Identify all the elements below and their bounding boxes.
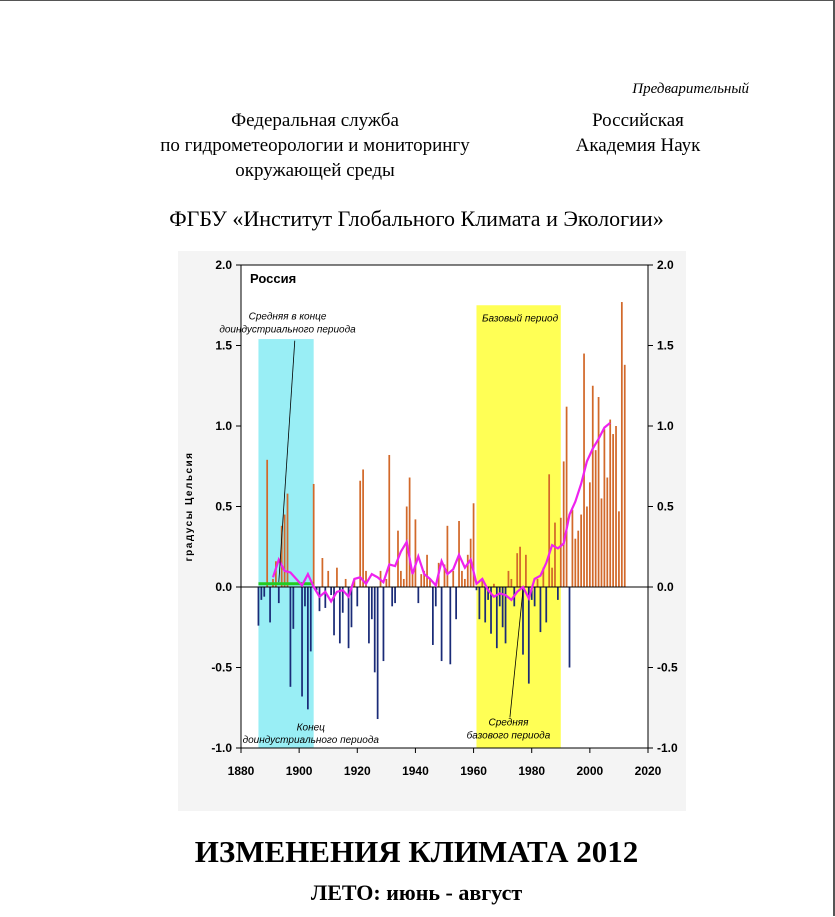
y-tick-label-left: 1.5 [215, 338, 232, 353]
anomaly-bar [383, 587, 385, 661]
anomaly-bar [464, 579, 466, 587]
y-tick-label-left: 0.5 [215, 499, 232, 514]
left-org-line-1: Федеральная служба [231, 110, 399, 131]
anomaly-bar [563, 461, 565, 587]
anomaly-bar [377, 587, 379, 719]
anomaly-bar [621, 302, 623, 587]
anomaly-bar [560, 518, 562, 587]
anomaly-bar [572, 510, 574, 587]
anomaly-bar [409, 478, 411, 587]
base-mean-annotation-line-1: Средняя [488, 717, 529, 729]
anomaly-bar [618, 511, 620, 587]
x-tick-label: 2020 [634, 764, 662, 778]
right-org-line-2: Академия Наук [575, 135, 701, 156]
anomaly-bar [545, 587, 547, 622]
y-tick-label-right: -0.5 [657, 660, 678, 675]
report-title: ИЗМЕНЕНИЯ КЛИМАТА 2012 [194, 834, 639, 869]
anomaly-bar [415, 519, 417, 587]
anomaly-bar [263, 587, 265, 597]
report-subtitle: ЛЕТО: июнь - август [310, 880, 523, 905]
anomaly-bar [548, 474, 550, 587]
anomaly-bar [278, 587, 280, 603]
anomaly-bar [356, 587, 358, 606]
anomaly-bar [499, 587, 501, 606]
anomaly-bar [609, 420, 611, 587]
anomaly-bar [394, 587, 396, 603]
anomaly-bar [322, 558, 324, 587]
y-tick-label-left: 0.0 [215, 580, 232, 594]
anomaly-bar [310, 587, 312, 651]
anomaly-bar [307, 587, 309, 709]
left-org-line-2: по гидрометеорологии и мониторингу [160, 135, 470, 156]
y-tick-label-left: -1.0 [211, 741, 232, 755]
anomaly-bar [441, 587, 443, 661]
anomaly-bar [528, 587, 530, 684]
anomaly-bar [449, 587, 451, 664]
anomaly-bar [374, 587, 376, 672]
anomaly-bar [557, 587, 559, 600]
anomaly-bar [400, 571, 402, 587]
x-tick-label: 1920 [343, 764, 371, 778]
preindustrial-end-annotation-line-1: Конец [296, 722, 325, 734]
anomaly-bar [412, 574, 414, 587]
anomaly-bar [359, 481, 361, 587]
right-org-line-1: Российская [592, 110, 684, 131]
anomaly-bar [432, 587, 434, 645]
anomaly-bar [452, 571, 454, 587]
y-tick-label-right: 1.5 [657, 338, 674, 353]
base-mean-annotation-line-2: базового периода [466, 730, 551, 742]
y-tick-label-left: 2.0 [215, 258, 232, 272]
anomaly-bar [447, 526, 449, 587]
right-organization [548, 108, 728, 158]
anomaly-bar [301, 587, 303, 696]
anomaly-bar [566, 407, 568, 587]
anomaly-bar [327, 571, 329, 587]
anomaly-bar [551, 568, 553, 587]
anomaly-bar [258, 587, 260, 626]
anomaly-bar [525, 555, 527, 587]
y-tick-label-right: 0.0 [657, 580, 674, 594]
anomaly-bar [269, 587, 271, 622]
y-axis-label: градусы Цельсия [184, 451, 195, 562]
anomaly-bar [324, 587, 326, 608]
chart-title: Россия [250, 271, 297, 286]
anomaly-bar [461, 571, 463, 587]
anomaly-bar [435, 587, 437, 606]
institute-name: ФГБУ «Институт Глобального Климата и Экологии» [169, 206, 664, 231]
anomaly-bar [519, 547, 521, 587]
anomaly-bar [537, 579, 539, 587]
anomaly-bar [330, 587, 332, 595]
anomaly-bar [362, 469, 364, 587]
anomaly-bar [467, 555, 469, 587]
anomaly-bar [368, 587, 370, 643]
y-tick-label-right: 1.0 [657, 419, 674, 433]
anomaly-bar [290, 587, 292, 687]
x-tick-label: 1880 [227, 764, 255, 778]
anomaly-bar [580, 515, 582, 587]
anomaly-bar [455, 587, 457, 619]
anomaly-bar [589, 482, 591, 587]
y-tick-label-right: -1.0 [657, 741, 678, 755]
anomaly-bar [417, 587, 419, 603]
anomaly-bar [313, 484, 315, 587]
x-tick-label: 2000 [576, 764, 604, 778]
y-tick-label-right: 0.5 [657, 499, 674, 514]
anomaly-bar [606, 478, 608, 587]
base-period-annotation: Базовый период [482, 313, 559, 325]
anomaly-bar [391, 587, 393, 606]
anomaly-bar [540, 587, 542, 632]
anomaly-bar [345, 579, 347, 587]
anomaly-bar [569, 587, 571, 668]
anomaly-bar [604, 429, 606, 587]
chart-svg [178, 251, 686, 811]
anomaly-bar [534, 587, 536, 606]
x-tick-label: 1940 [402, 764, 429, 778]
anomaly-bar [304, 587, 306, 606]
anomaly-bar [484, 587, 486, 622]
anomaly-bar [615, 426, 617, 587]
anomaly-bar [577, 531, 579, 587]
preindustrial-mean-annotation-line-2: доиндустриального периода [219, 324, 356, 336]
anomaly-bar [292, 587, 294, 629]
anomaly-bar [336, 568, 338, 587]
preindustrial-mean-annotation-line-1: Средняя в конце [248, 311, 327, 323]
anomaly-bar [574, 539, 576, 587]
anomaly-bar [595, 450, 597, 587]
anomaly-bar [266, 460, 268, 587]
temperature-anomaly-chart [178, 251, 686, 811]
anomaly-bar [420, 574, 422, 587]
y-tick-label-left: 1.0 [215, 419, 232, 433]
anomaly-bar [508, 571, 510, 587]
anomaly-bar [403, 579, 405, 587]
y-tick-label-left: -0.5 [211, 660, 232, 675]
anomaly-bar [510, 579, 512, 587]
anomaly-bar [624, 365, 626, 587]
base-period-zone [476, 305, 560, 748]
anomaly-bar [319, 587, 321, 611]
anomaly-bar [260, 587, 262, 600]
anomaly-bar [284, 515, 286, 587]
anomaly-bar [592, 386, 594, 587]
anomaly-bar [371, 587, 373, 619]
x-tick-label: 1900 [285, 764, 313, 778]
y-tick-label-right: 2.0 [657, 258, 674, 272]
anomaly-bar [385, 579, 387, 587]
anomaly-bar [612, 434, 614, 587]
left-organization [110, 108, 520, 183]
x-tick-label: 1980 [518, 764, 546, 778]
anomaly-bar [339, 587, 341, 643]
left-org-line-3: окружающей среды [235, 160, 395, 181]
anomaly-bar [586, 507, 588, 588]
anomaly-bar [479, 587, 481, 619]
x-tick-label: 1960 [460, 764, 487, 778]
anomaly-bar [554, 523, 556, 587]
anomaly-bar [516, 553, 518, 587]
anomaly-bar [426, 555, 428, 587]
preliminary-label: Предварительный [632, 81, 749, 97]
preindustrial-end-annotation-line-2: доиндустриального периода [242, 735, 379, 747]
anomaly-bar [601, 498, 603, 587]
anomaly-bar [598, 397, 600, 587]
